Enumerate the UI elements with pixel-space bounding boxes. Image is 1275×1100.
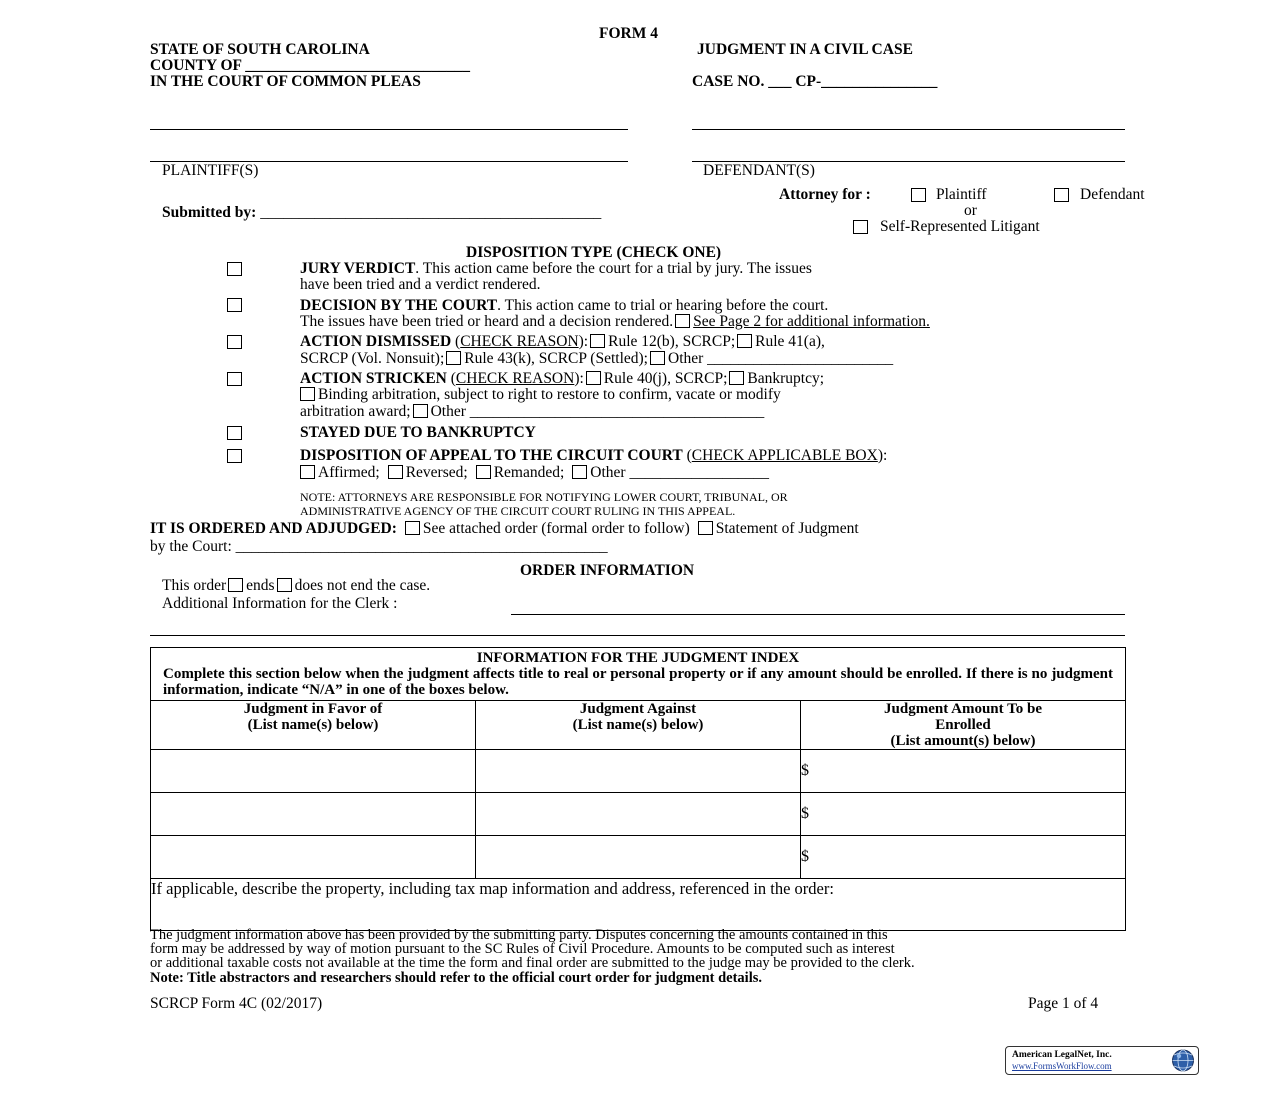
ordered-label: IT IS ORDERED AND ADJUDGED: xyxy=(150,520,397,537)
appeal-line-2 xyxy=(300,465,769,481)
col-judgment-against xyxy=(476,701,801,750)
ends-checkbox[interactable] xyxy=(228,578,243,592)
table-row xyxy=(151,793,1126,836)
jury-verdict-line-1 xyxy=(300,261,812,277)
rule-40j-checkbox[interactable] xyxy=(586,371,601,385)
court-label: IN THE COURT OF COMMON PLEAS xyxy=(150,73,421,90)
col-amount-sub: (List amount(s) below) xyxy=(890,733,1036,749)
stayed-title: STAYED DUE TO BANKRUPTCY xyxy=(300,424,536,441)
attorney-for-label: Attorney for : xyxy=(779,186,871,203)
statement-judgment-label: Statement of Judgment xyxy=(715,520,859,537)
additional-info-line[interactable] xyxy=(511,614,1125,615)
case-number-field[interactable]: CASE NO. ___ CP-_______________ xyxy=(692,73,938,90)
rule-41a-checkbox[interactable] xyxy=(737,334,752,348)
dismissed-line-1: ACTION DISMISSED (CHECK REASON): Rule 12(b), SCRCP; Rule 41(a), xyxy=(300,333,825,350)
defendant-line-1[interactable] xyxy=(692,129,1125,130)
binding-arbitration-checkbox[interactable] xyxy=(300,387,315,401)
decision-line-1 xyxy=(300,298,828,314)
plaintiff-line-1[interactable] xyxy=(150,129,628,130)
attached-order-label: See attached order (formal order to follow) xyxy=(422,520,690,537)
abstractor-note: Note: Title abstractors and researchers should refer to the official court order for judgment details. xyxy=(150,970,762,986)
stayed-checkbox[interactable] xyxy=(227,426,242,440)
self-represented-label: Self-Represented Litigant xyxy=(880,218,1040,235)
action-dismissed-checkbox[interactable] xyxy=(227,335,242,349)
page-number: Page 1 of 4 xyxy=(1028,995,1099,1012)
disclaimer-line-2: form may be addressed by way of motion pursuant to the SC Rules of Civil Procedure. Amounts to be computed such as interest xyxy=(150,941,895,957)
favor-cell[interactable] xyxy=(151,793,476,836)
jury-verdict-checkbox[interactable] xyxy=(227,262,242,276)
stricken-line-1: ACTION STRICKEN (CHECK REASON): Rule 40(j), SCRCP; Bankruptcy; xyxy=(300,370,825,387)
amount-cell[interactable]: $ xyxy=(801,793,1126,836)
brand-name: American LegalNet, Inc. xyxy=(1012,1050,1112,1060)
jury-verdict-line-2: have been tried and a verdict rendered. xyxy=(300,276,541,293)
check-applicable-label: CHECK APPLICABLE BOX xyxy=(691,447,878,464)
attached-order-checkbox[interactable] xyxy=(405,521,420,535)
ends-label: ends xyxy=(246,577,275,594)
stricken-line-3 xyxy=(300,404,764,420)
jury-verdict-text: . This action came before the court for a trial by jury. The issues xyxy=(415,260,812,277)
see-page-2-checkbox[interactable] xyxy=(675,314,690,328)
disposition-heading: DISPOSITION TYPE (CHECK ONE) xyxy=(466,244,722,261)
remanded-label: Remanded; xyxy=(493,464,565,481)
decision-line-2 xyxy=(300,314,930,330)
col-favor-title: Judgment in Favor of xyxy=(243,701,383,717)
decision-checkbox[interactable] xyxy=(227,298,242,312)
additional-info-line-2[interactable] xyxy=(150,635,1125,636)
action-stricken-checkbox[interactable] xyxy=(227,372,242,386)
appeal-other-field[interactable]: Other __________________ xyxy=(590,464,769,481)
ordered-line xyxy=(150,521,859,537)
order-ends-line xyxy=(162,578,430,594)
binding-arbitration-label: Binding arbitration, subject to right to restore to confirm, vacate or modify xyxy=(318,386,781,403)
rule-43k-checkbox[interactable] xyxy=(446,351,461,365)
dismissed-other-field[interactable]: Other ________________________ xyxy=(668,350,894,367)
amount-cell[interactable]: $ xyxy=(801,750,1126,793)
appeal-note-line-1: NOTE: ATTORNEYS ARE RESPONSIBLE FOR NOTIFYING LOWER COURT, TRIBUNAL, OR xyxy=(300,490,788,504)
plaintiff-option-label: Plaintiff xyxy=(936,186,987,203)
additional-info-label: Additional Information for the Clerk : xyxy=(162,595,398,612)
or-label: or xyxy=(964,202,977,219)
state-label: STATE OF SOUTH CAROLINA xyxy=(150,41,370,58)
plaintiff-checkbox[interactable] xyxy=(911,188,926,202)
judgment-index-header xyxy=(151,648,1126,701)
favor-cell[interactable] xyxy=(151,750,476,793)
statement-judgment-checkbox[interactable] xyxy=(698,521,713,535)
judgment-index-table xyxy=(150,647,1126,931)
favor-cell[interactable] xyxy=(151,836,476,879)
col-against-title: Judgment Against xyxy=(579,701,697,717)
vol-nonsuit-label: SCRCP (Vol. Nonsuit); xyxy=(300,350,445,367)
bankruptcy-label: Bankruptcy; xyxy=(747,370,825,387)
rule-12b-label: Rule 12(b), SCRCP; xyxy=(608,333,736,350)
order-info-heading: ORDER INFORMATION xyxy=(520,562,695,579)
document-title: JUDGMENT IN A CIVIL CASE xyxy=(697,41,913,58)
col-favor-sub: (List name(s) below) xyxy=(247,717,379,733)
rule-41a-label: Rule 41(a), xyxy=(755,333,825,350)
stricken-other-field[interactable]: Other ______________________________________ xyxy=(430,403,765,420)
defendant-checkbox[interactable] xyxy=(1054,188,1069,202)
property-description-field[interactable] xyxy=(151,879,1126,931)
see-page-2-link: See Page 2 for additional information. xyxy=(693,313,930,330)
jury-verdict-title: JURY VERDICT xyxy=(300,260,416,277)
stricken-line-2 xyxy=(300,387,781,403)
col-judgment-amount xyxy=(801,701,1126,750)
dismissed-title: ACTION DISMISSED xyxy=(300,333,452,350)
rule-43k-label: Rule 43(k), SCRCP (Settled); xyxy=(464,350,648,367)
brand-url[interactable]: www.FormsWorkFlow.com xyxy=(1012,1061,1112,1071)
appeal-title: DISPOSITION OF APPEAL TO THE CIRCUIT COURT xyxy=(300,447,683,464)
appeal-note-line-2: ADMINISTRATIVE AGENCY OF THE CIRCUIT COURT RULING IN THIS APPEAL. xyxy=(300,504,736,518)
self-represented-checkbox[interactable] xyxy=(853,220,868,234)
bankruptcy-checkbox[interactable] xyxy=(729,371,744,385)
against-cell[interactable] xyxy=(476,750,801,793)
disclaimer-line-1: The judgment information above has been provided by the submitting party. Disputes concerning the amounts contained in this xyxy=(150,927,888,943)
check-reason-label: CHECK REASON xyxy=(460,333,579,350)
table-row xyxy=(151,750,1126,793)
col-amount-enrolled: Enrolled xyxy=(935,717,991,733)
form-id: SCRCP Form 4C (02/2017) xyxy=(150,995,323,1012)
county-field[interactable]: COUNTY OF _____________________________ xyxy=(150,57,471,74)
property-description-label: If applicable, describe the property, including tax map information and address, referenced in the order: xyxy=(151,879,834,898)
amount-cell[interactable]: $ xyxy=(801,836,1126,879)
judgment-index-heading: INFORMATION FOR THE JUDGMENT INDEX xyxy=(476,650,800,666)
appeal-line-1: DISPOSITION OF APPEAL TO THE CIRCUIT COURT (CHECK APPLICABLE BOX): xyxy=(300,447,888,464)
dismissed-other-checkbox[interactable] xyxy=(650,351,665,365)
table-row xyxy=(151,836,1126,879)
col-against-sub: (List name(s) below) xyxy=(572,717,704,733)
does-not-end-checkbox[interactable] xyxy=(277,578,292,592)
form-number: FORM 4 xyxy=(599,25,658,42)
rule-40j-label: Rule 40(j), SCRCP; xyxy=(603,370,728,387)
defendant-option-label: Defendant xyxy=(1080,186,1145,203)
decision-title: DECISION BY THE COURT xyxy=(300,297,498,314)
col-amount-title: Judgment Amount To be xyxy=(884,701,1042,717)
remanded-checkbox[interactable] xyxy=(476,465,491,479)
globe-icon xyxy=(1170,1048,1196,1073)
stricken-title: ACTION STRICKEN xyxy=(300,370,447,387)
col-judgment-favor xyxy=(151,701,476,750)
judgment-index-instructions: Complete this section below when the judgment affects title to real or personal property or if any amount should be enrolled. If there is no judgment information, indicate “N/A” in one of the boxes below. xyxy=(163,666,1113,698)
stricken-other-checkbox[interactable] xyxy=(413,404,428,418)
this-order-label: This order xyxy=(162,577,227,594)
arbitration-award-label: arbitration award; xyxy=(300,403,411,420)
decision-text: . This action came to trial or hearing before the court. xyxy=(497,297,829,314)
decision-text-2: The issues have been tried or heard and a decision rendered. xyxy=(300,313,674,330)
affirmed-checkbox[interactable] xyxy=(300,465,315,479)
does-not-end-label: does not end the case. xyxy=(294,577,431,594)
against-cell[interactable] xyxy=(476,836,801,879)
appeal-checkbox[interactable] xyxy=(227,449,242,463)
appeal-other-checkbox[interactable] xyxy=(572,465,587,479)
defendant-label: DEFENDANT(S) xyxy=(703,162,815,179)
dismissed-line-2 xyxy=(300,351,893,367)
submitted-by-field[interactable]: Submitted by: ____________________________________________ xyxy=(162,204,602,221)
plaintiff-label: PLAINTIFF(S) xyxy=(162,162,259,179)
reversed-checkbox[interactable] xyxy=(388,465,403,479)
reversed-label: Reversed; xyxy=(405,464,468,481)
by-the-court-field[interactable]: by the Court: ________________________________________________ xyxy=(150,538,608,555)
disclaimer-line-3: or additional taxable costs not available at the time the form and final order are submitted to the judge may be provided to the clerk. xyxy=(150,955,915,971)
american-legalnet-logo xyxy=(1005,1046,1199,1075)
rule-12b-checkbox[interactable] xyxy=(590,334,605,348)
stricken-check-reason-label: CHECK REASON xyxy=(455,370,575,387)
against-cell[interactable] xyxy=(476,793,801,836)
affirmed-label: Affirmed; xyxy=(318,464,380,481)
